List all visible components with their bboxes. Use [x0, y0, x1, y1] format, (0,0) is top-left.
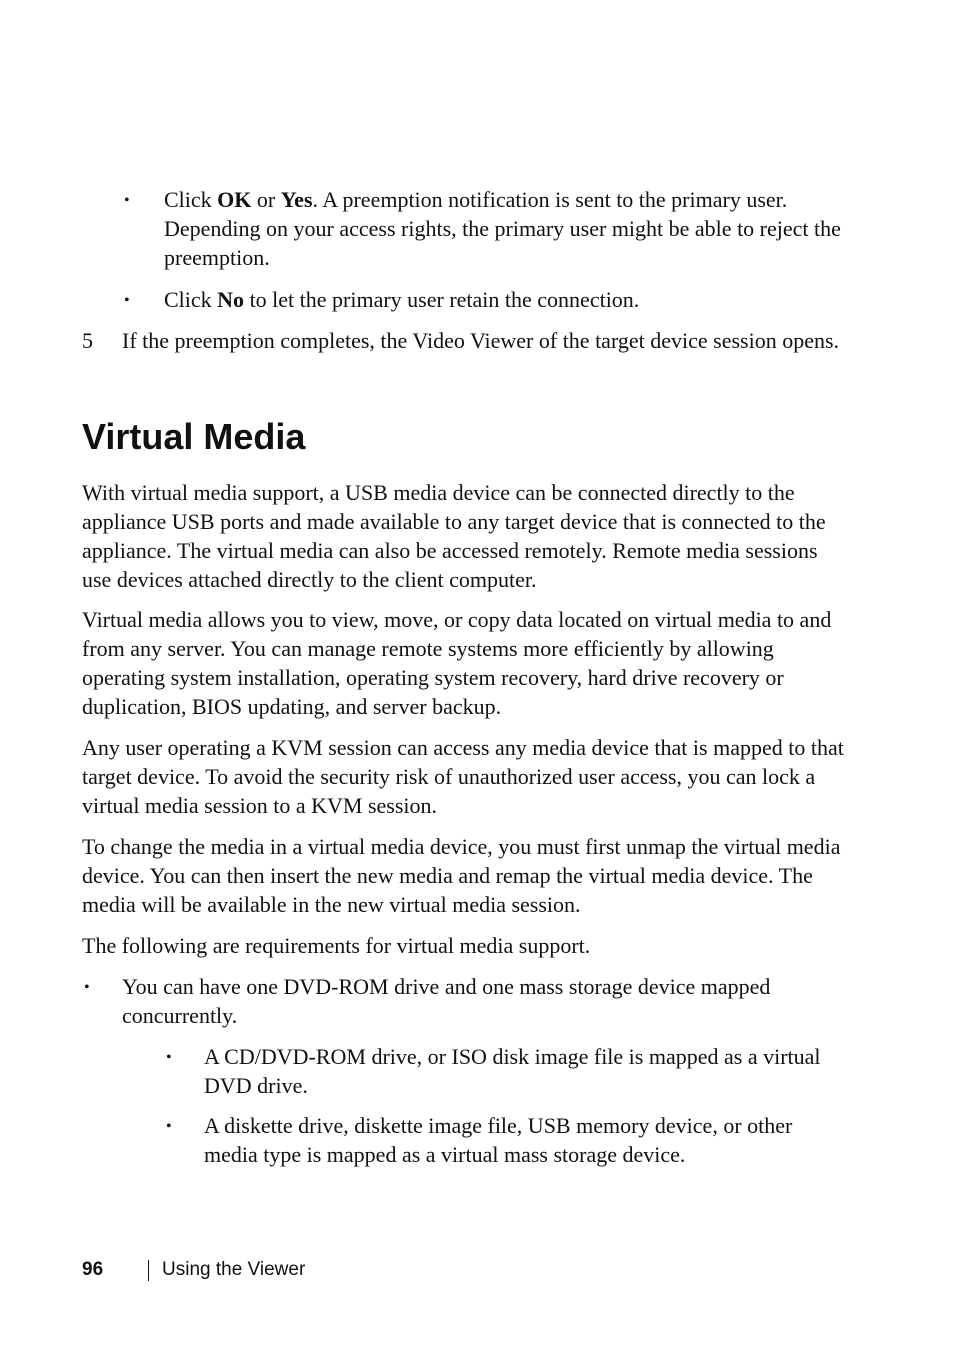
section-heading: Virtual Media	[82, 416, 306, 457]
paragraph: Any user operating a KVM session can access any media device that is mapped to that target device. To avoid the security risk of unauthorized user access, you can lock a virtual media session to a KVM session.	[82, 735, 844, 818]
bullet-marker: •	[124, 292, 130, 309]
paragraph: With virtual media support, a USB media device can be connected directly to the appliance USB ports and made available to any target device that is connected to the appliance. The virtual media can also be accessed remotely. Remote media sessions use devices attached directly to the client computer.	[82, 480, 826, 592]
bullet-marker: •	[124, 192, 130, 209]
text-run: to let the primary user retain the connection.	[244, 287, 640, 312]
step-number: 5	[82, 328, 93, 353]
text-run: Click	[164, 287, 218, 312]
paragraph: The following are requirements for virtual media support.	[82, 933, 591, 958]
footer-divider	[148, 1260, 149, 1281]
bullet-marker: •	[166, 1118, 172, 1135]
requirement-item: You can have one DVD-ROM drive and one mass storage device mapped concurrently.	[122, 974, 771, 1028]
bullet-item-click-no	[164, 285, 854, 314]
text-run: or	[251, 187, 281, 212]
bullet-marker: •	[84, 979, 90, 996]
bullet-marker: •	[166, 1049, 172, 1066]
footer-chapter-title: Using the Viewer	[162, 1259, 306, 1280]
ui-term-yes: Yes	[280, 187, 313, 212]
sub-requirement-item: A CD/DVD-ROM drive, or ISO disk image file is mapped as a virtual DVD drive.	[204, 1044, 821, 1098]
ui-term-no: No	[217, 287, 245, 312]
bullet-item-click-ok	[164, 185, 854, 272]
sub-requirement-item: A diskette drive, diskette image file, USB memory device, or other media type is mapped as a virtual mass storage device.	[204, 1113, 793, 1167]
text-run: Click	[164, 187, 218, 212]
paragraph: Virtual media allows you to view, move, or copy data located on virtual media to and from any server. You can manage remote systems more efficiently by allowing operating system installation, operating system recovery, hard drive recovery or duplication, BIOS updating, and server backup.	[82, 607, 832, 719]
text-run: . A preemption notification is sent to the primary user. Depending on your access rights, the primary user might be able to reject the preemption.	[164, 187, 841, 270]
step-text: If the preemption completes, the Video Viewer of the target device session opens.	[122, 328, 840, 353]
ui-term-ok: OK	[217, 187, 252, 212]
page-number: 96	[82, 1259, 104, 1280]
paragraph: To change the media in a virtual media device, you must first unmap the virtual media device. You can then insert the new media and remap the virtual media device. The media will be available in the new virtual media session.	[82, 834, 841, 917]
